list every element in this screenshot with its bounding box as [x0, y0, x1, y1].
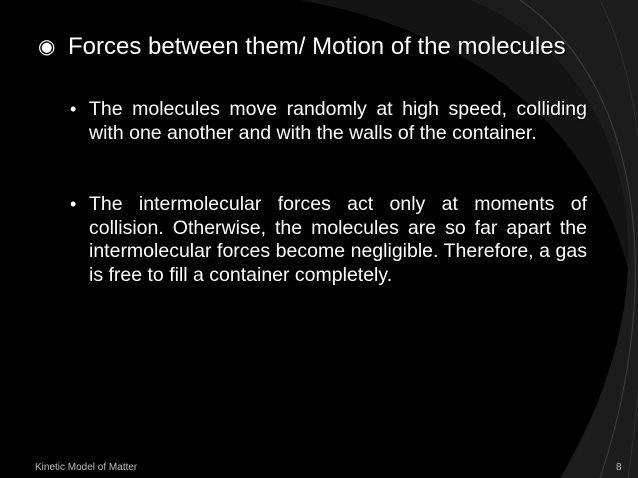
bullet-dot-icon: • — [70, 194, 77, 214]
circle-target-icon: ◉ — [38, 36, 56, 58]
sub-bullet-point-1 — [70, 98, 587, 145]
page-number: 8 — [616, 462, 622, 473]
sub-bullet-point-2 — [70, 193, 587, 287]
sub-bullet-text-1: The molecules move randomly at high speed, colliding with one another and with the walls of the container. — [89, 98, 587, 144]
bullet-dot-icon: • — [70, 99, 77, 119]
sub-bullet-text-2: The intermolecular forces act only at moments of collision. Otherwise, the molecules are so far apart the intermolecular forces become negligible. Therefore, a gas is free to fill a container completely. — [89, 193, 587, 286]
main-bullet-text: Forces between them/ Motion of the molecules — [68, 33, 566, 60]
footer-title: Kinetic Model of Matter — [35, 462, 138, 473]
